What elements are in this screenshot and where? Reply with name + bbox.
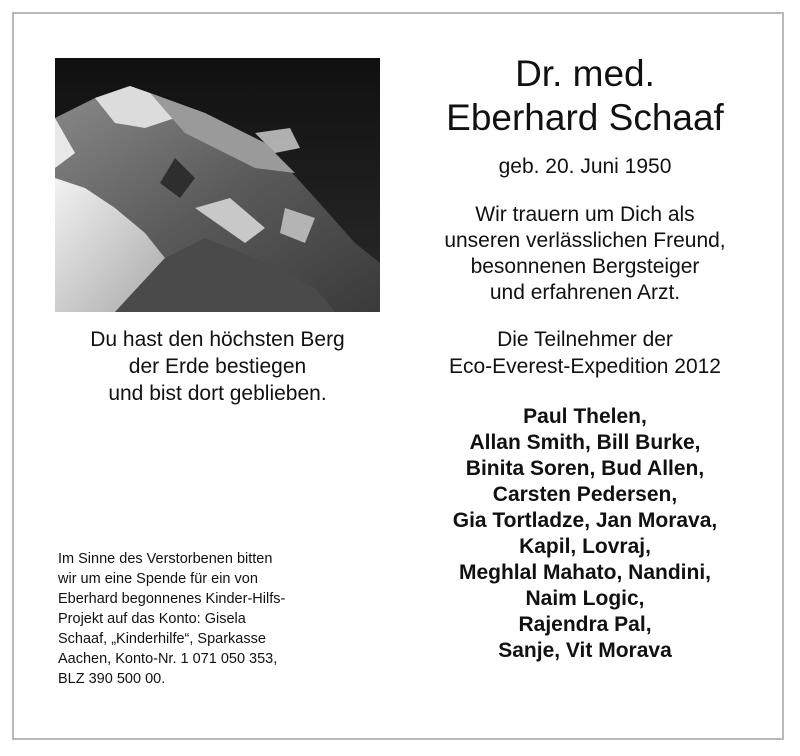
participants-heading: [410, 326, 760, 380]
mourning-line: unseren verlässlichen Freund,: [444, 229, 726, 252]
participant-names: [410, 404, 760, 664]
names-line: Binita Soren, Bud Allen,: [465, 457, 705, 480]
names-line: Gia Tortladze, Jan Morava,: [452, 509, 718, 532]
donation-line: Projekt auf das Konto: Gisela: [58, 611, 246, 627]
notice-main-column: [410, 52, 760, 664]
donation-line: Aachen, Konto-Nr. 1 071 050 353,: [58, 651, 278, 667]
names-line: Paul Thelen,: [523, 405, 647, 428]
quote-line: Du hast den höchsten Berg: [90, 328, 345, 351]
mourning-line: Wir trauern um Dich als: [475, 203, 695, 226]
quote-line: und bist dort geblieben.: [108, 382, 327, 405]
deceased-name: Eberhard Schaaf: [446, 97, 724, 138]
names-line: Kapil, Lovraj,: [519, 535, 651, 558]
mountain-image: [55, 58, 380, 312]
participants-line: Die Teilnehmer der: [497, 328, 673, 351]
donation-line: Eberhard begonnenes Kinder-Hilfs-: [58, 591, 286, 607]
donation-request: [58, 549, 378, 689]
donation-line: BLZ 390 500 00.: [58, 671, 166, 687]
quote-line: der Erde bestiegen: [128, 355, 307, 378]
mourning-line: und erfahrenen Arzt.: [489, 281, 681, 304]
names-line: Naim Logic,: [525, 587, 645, 610]
donation-line: Schaaf, „Kinderhilfe“, Sparkasse: [58, 631, 266, 647]
names-line: Carsten Pedersen,: [492, 483, 678, 506]
memorial-quote: [55, 326, 380, 407]
names-line: Rajendra Pal,: [518, 613, 652, 636]
names-line: Allan Smith, Bill Burke,: [469, 431, 701, 454]
birth-date: geb. 20. Juni 1950: [498, 155, 672, 178]
participants-line: Eco-Everest-Expedition 2012: [449, 355, 721, 378]
donation-line: wir um eine Spende für ein von: [58, 571, 258, 587]
deceased-title: Dr. med.: [515, 53, 655, 94]
mourning-text: [410, 202, 760, 306]
donation-line: Im Sinne des Verstorbenen bitten: [58, 551, 273, 567]
mountain-photo: [55, 58, 380, 312]
names-line: Sanje, Vit Morava: [498, 639, 672, 662]
mourning-line: besonnenen Bergsteiger: [470, 255, 700, 278]
names-line: Meghlal Mahato, Nandini,: [458, 561, 711, 584]
